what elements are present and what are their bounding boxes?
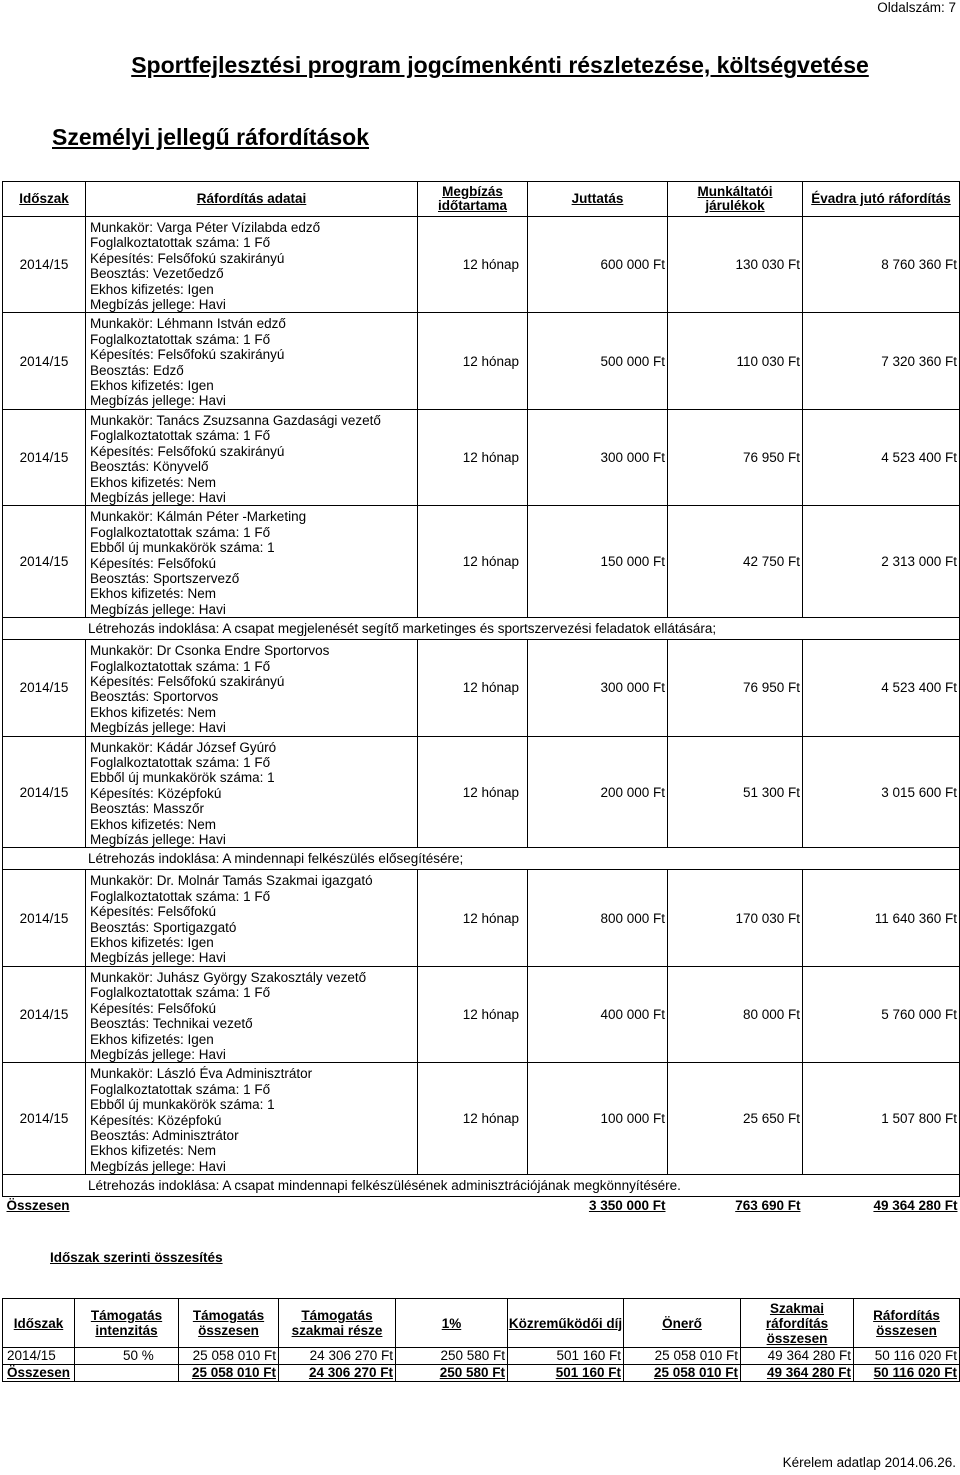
table-row — [3, 1063, 960, 1175]
period-cell: 2014/15 — [3, 313, 86, 409]
justification-row — [3, 1175, 960, 1197]
summary-cell: 24 306 270 Ft — [279, 1365, 396, 1382]
detail-line: Ekhos kifizetés: Igen — [90, 281, 214, 297]
season-cell: 4 523 400 Ft — [803, 409, 960, 505]
details-cell — [86, 736, 418, 848]
detail-line: Megbízás jellege: Havi — [90, 601, 226, 617]
detail-line: Megbízás jellege: Havi — [90, 950, 226, 966]
detail-line: Megbízás jellege: Havi — [90, 489, 226, 505]
summary-total-row — [3, 1365, 960, 1382]
summary-cell: 25 058 010 Ft — [179, 1365, 279, 1382]
detail-line: Képesítés: Középfokú — [90, 1112, 222, 1128]
col-duration-header: Megbízás időtartama — [418, 182, 528, 217]
duration-cell: 12 hónap — [418, 313, 528, 409]
page-number: Oldalszám: 7 — [877, 0, 956, 15]
duration-cell: 12 hónap — [418, 409, 528, 505]
summary-header-row — [3, 1299, 960, 1348]
detail-line: Ekhos kifizetés: Igen — [90, 935, 214, 951]
period-cell: 2014/15 — [3, 640, 86, 736]
expense-table-header — [3, 182, 960, 217]
summary-cell: Összesen — [3, 1365, 75, 1382]
benefit-cell: 500 000 Ft — [528, 313, 668, 409]
details-cell — [86, 217, 418, 313]
period-cell: 2014/15 — [3, 1063, 86, 1175]
duration-cell: 12 hónap — [418, 640, 528, 736]
benefit-cell: 300 000 Ft — [528, 640, 668, 736]
expense-total-row — [3, 1197, 960, 1215]
details-cell — [86, 506, 418, 618]
detail-line: Képesítés: Felsőfokú szakirányú — [90, 347, 285, 363]
detail-line: Munkakör: Dr. Molnár Tamás Szakmai igazgató — [90, 873, 373, 889]
table-row — [3, 870, 960, 966]
expense-table — [2, 181, 960, 1215]
season-cell: 5 760 000 Ft — [803, 966, 960, 1062]
detail-line: Ekhos kifizetés: Nem — [90, 586, 217, 602]
summary-col-header: Ráfordítás összesen — [854, 1299, 960, 1348]
period-cell: 2014/15 — [3, 736, 86, 848]
duration-cell: 12 hónap — [418, 506, 528, 618]
detail-line: Képesítés: Felsőfokú szakirányú — [90, 250, 285, 266]
justification-text: Létrehozás indoklása: A csapat mindennapi felkészülésének adminisztrációjának megkönnyítésére. — [3, 1175, 960, 1197]
duration-cell: 12 hónap — [418, 870, 528, 966]
duration-cell: 12 hónap — [418, 736, 528, 848]
season-cell: 4 523 400 Ft — [803, 640, 960, 736]
detail-line: Megbízás jellege: Havi — [90, 297, 226, 313]
contrib-cell: 110 030 Ft — [668, 313, 803, 409]
summary-cell: 50 116 020 Ft — [854, 1365, 960, 1382]
details-cell — [86, 966, 418, 1062]
season-cell: 11 640 360 Ft — [803, 870, 960, 966]
detail-line: Foglalkoztatottak száma: 1 Fő — [90, 888, 271, 904]
benefit-cell: 400 000 Ft — [528, 966, 668, 1062]
total-season: 49 364 280 Ft — [873, 1198, 958, 1214]
contrib-cell: 130 030 Ft — [668, 217, 803, 313]
summary-cell: 501 160 Ft — [508, 1365, 624, 1382]
detail-line: Megbízás jellege: Havi — [90, 393, 226, 409]
detail-line: Képesítés: Felsőfokú szakirányú — [90, 443, 285, 459]
summary-table — [2, 1298, 960, 1382]
col-season-header: Évadra jutó ráfordítás — [803, 182, 960, 217]
detail-line: Munkakör: Kálmán Péter -Marketing — [90, 509, 307, 525]
benefit-cell: 300 000 Ft — [528, 409, 668, 505]
justification-text: Létrehozás indoklása: A csapat megjelenését segítő marketinges és sportszervezési feladatok ellátására; — [3, 618, 960, 640]
details-cell — [86, 870, 418, 966]
table-row — [3, 409, 960, 505]
detail-line: Munkakör: Kádár József Gyúró — [90, 739, 277, 755]
detail-line: Ekhos kifizetés: Igen — [90, 1031, 214, 1047]
detail-line: Ekhos kifizetés: Nem — [90, 704, 217, 720]
detail-line: Foglalkoztatottak száma: 1 Fő — [90, 1081, 271, 1097]
footer-text: Kérelem adatlap 2014.06.26. — [782, 1455, 956, 1470]
summary-cell: 250 580 Ft — [396, 1348, 508, 1365]
details-cell — [86, 313, 418, 409]
detail-line: Munkakör: László Éva Adminisztrátor — [90, 1066, 313, 1082]
detail-line: Foglalkoztatottak száma: 1 Fő — [90, 985, 271, 1001]
detail-line: Ekhos kifizetés: Nem — [90, 474, 217, 490]
total-label: Összesen — [6, 1198, 70, 1214]
detail-line: Foglalkoztatottak száma: 1 Fő — [90, 428, 271, 444]
contrib-cell: 80 000 Ft — [668, 966, 803, 1062]
duration-cell: 12 hónap — [418, 1063, 528, 1175]
benefit-cell: 600 000 Ft — [528, 217, 668, 313]
summary-cell: 49 364 280 Ft — [741, 1365, 854, 1382]
detail-line: Beosztás: Sportszervező — [90, 570, 240, 586]
contrib-cell: 170 030 Ft — [668, 870, 803, 966]
contrib-cell: 51 300 Ft — [668, 736, 803, 848]
summary-cell: 25 058 010 Ft — [179, 1348, 279, 1365]
season-cell: 7 320 360 Ft — [803, 313, 960, 409]
summary-cell: 25 058 010 Ft — [624, 1348, 741, 1365]
detail-line: Képesítés: Középfokú — [90, 785, 222, 801]
detail-line: Megbízás jellege: Havi — [90, 832, 226, 848]
detail-line: Beosztás: Könyvelő — [90, 459, 209, 475]
summary-cell: 50 % — [75, 1348, 179, 1365]
justification-row — [3, 618, 960, 640]
period-cell: 2014/15 — [3, 966, 86, 1062]
summary-cell: 50 116 020 Ft — [854, 1348, 960, 1365]
summary-cell: 250 580 Ft — [396, 1365, 508, 1382]
detail-line: Munkakör: Dr Csonka Endre Sportorvos — [90, 643, 330, 659]
detail-line: Beosztás: Edző — [90, 362, 184, 378]
period-cell: 2014/15 — [3, 217, 86, 313]
detail-line: Ekhos kifizetés: Nem — [90, 1143, 217, 1159]
summary-cell: 501 160 Ft — [508, 1348, 624, 1365]
details-cell — [86, 640, 418, 736]
detail-line: Foglalkoztatottak száma: 1 Fő — [90, 755, 271, 770]
table-row — [3, 640, 960, 736]
detail-line: Munkakör: Léhmann István edző — [90, 316, 286, 332]
col-period-header: Időszak — [3, 182, 86, 217]
section-title: Személyi jellegű ráfordítások — [52, 124, 370, 150]
detail-line: Foglalkoztatottak száma: 1 Fő — [90, 658, 271, 674]
duration-cell: 12 hónap — [418, 217, 528, 313]
table-row — [3, 966, 960, 1062]
summary-col-header: Szakmai ráfordítás összesen — [741, 1299, 854, 1348]
detail-line: Ebből új munkakörök száma: 1 — [90, 770, 275, 786]
detail-line: Ebből új munkakörök száma: 1 — [90, 540, 275, 556]
details-cell — [86, 409, 418, 505]
summary-col-header: 1% — [396, 1299, 508, 1348]
detail-line: Megbízás jellege: Havi — [90, 1158, 226, 1174]
detail-line: Képesítés: Felsőfokú — [90, 555, 217, 571]
detail-line: Beosztás: Masszőr — [90, 801, 205, 817]
justification-text: Létrehozás indoklása: A mindennapi felkészülés elősegítésére; — [3, 848, 960, 870]
detail-line: Ekhos kifizetés: Nem — [90, 816, 217, 832]
detail-line: Megbízás jellege: Havi — [90, 1046, 226, 1062]
detail-line: Foglalkoztatottak száma: 1 Fő — [90, 331, 271, 347]
contrib-cell: 76 950 Ft — [668, 409, 803, 505]
summary-cell: 25 058 010 Ft — [624, 1365, 741, 1382]
benefit-cell: 150 000 Ft — [528, 506, 668, 618]
total-contrib: 763 690 Ft — [735, 1198, 801, 1214]
detail-line: Megbízás jellege: Havi — [90, 720, 226, 736]
benefit-cell: 800 000 Ft — [528, 870, 668, 966]
detail-line: Ekhos kifizetés: Igen — [90, 378, 214, 394]
season-cell: 1 507 800 Ft — [803, 1063, 960, 1175]
table-row — [3, 313, 960, 409]
detail-line: Beosztás: Sportorvos — [90, 689, 219, 705]
season-cell: 3 015 600 Ft — [803, 736, 960, 848]
season-cell: 2 313 000 Ft — [803, 506, 960, 618]
summary-col-header: Támogatás szakmai része — [279, 1299, 396, 1348]
duration-cell: 12 hónap — [418, 966, 528, 1062]
summary-cell: 24 306 270 Ft — [279, 1348, 396, 1365]
justification-row — [3, 848, 960, 870]
contrib-cell: 76 950 Ft — [668, 640, 803, 736]
detail-line: Képesítés: Felsőfokú szakirányú — [90, 673, 285, 689]
col-contrib-header: Munkáltatói járulékok — [668, 182, 803, 217]
detail-line: Képesítés: Felsőfokú — [90, 1000, 217, 1016]
detail-line: Munkakör: Juhász György Szakosztály vezető — [90, 969, 367, 985]
detail-line: Munkakör: Varga Péter Vízilabda edző — [90, 220, 321, 235]
table-row — [3, 736, 960, 848]
details-cell — [86, 1063, 418, 1175]
summary-cell: 49 364 280 Ft — [741, 1348, 854, 1365]
total-benefit: 3 350 000 Ft — [588, 1198, 666, 1214]
contrib-cell: 42 750 Ft — [668, 506, 803, 618]
detail-line: Beosztás: Adminisztrátor — [90, 1127, 239, 1143]
contrib-cell: 25 650 Ft — [668, 1063, 803, 1175]
detail-line: Beosztás: Vezetőedző — [90, 266, 224, 282]
detail-line: Foglalkoztatottak száma: 1 Fő — [90, 235, 271, 251]
detail-line: Foglalkoztatottak száma: 1 Fő — [90, 524, 271, 540]
summary-col-header: Támogatás összesen — [179, 1299, 279, 1348]
detail-line: Beosztás: Technikai vezető — [90, 1016, 253, 1032]
season-cell: 8 760 360 Ft — [803, 217, 960, 313]
col-benefit-header: Juttatás — [528, 182, 668, 217]
period-cell: 2014/15 — [3, 506, 86, 618]
detail-line: Beosztás: Sportigazgató — [90, 919, 237, 935]
col-details-header: Ráfordítás adatai — [86, 182, 418, 217]
summary-col-header: Közreműködői díj — [508, 1299, 624, 1348]
document-title: Sportfejlesztési program jogcímenkénti részletezése, költségvetése — [131, 52, 869, 78]
period-cell: 2014/15 — [3, 409, 86, 505]
benefit-cell: 100 000 Ft — [528, 1063, 668, 1175]
summary-data-row — [3, 1348, 960, 1365]
summary-cell — [75, 1365, 179, 1382]
benefit-cell: 200 000 Ft — [528, 736, 668, 848]
period-cell: 2014/15 — [3, 870, 86, 966]
summary-col-header: Időszak — [3, 1299, 75, 1348]
detail-line: Ebből új munkakörök száma: 1 — [90, 1097, 275, 1113]
detail-line: Képesítés: Felsőfokú — [90, 904, 217, 920]
summary-heading: Időszak szerinti összesítés — [50, 1250, 223, 1265]
table-row — [3, 217, 960, 313]
table-row — [3, 506, 960, 618]
summary-col-header: Önerő — [624, 1299, 741, 1348]
detail-line: Munkakör: Tanács Zsuzsanna Gazdasági vezető — [90, 412, 381, 428]
summary-col-header: Támogatás intenzitás — [75, 1299, 179, 1348]
summary-cell: 2014/15 — [3, 1348, 75, 1365]
